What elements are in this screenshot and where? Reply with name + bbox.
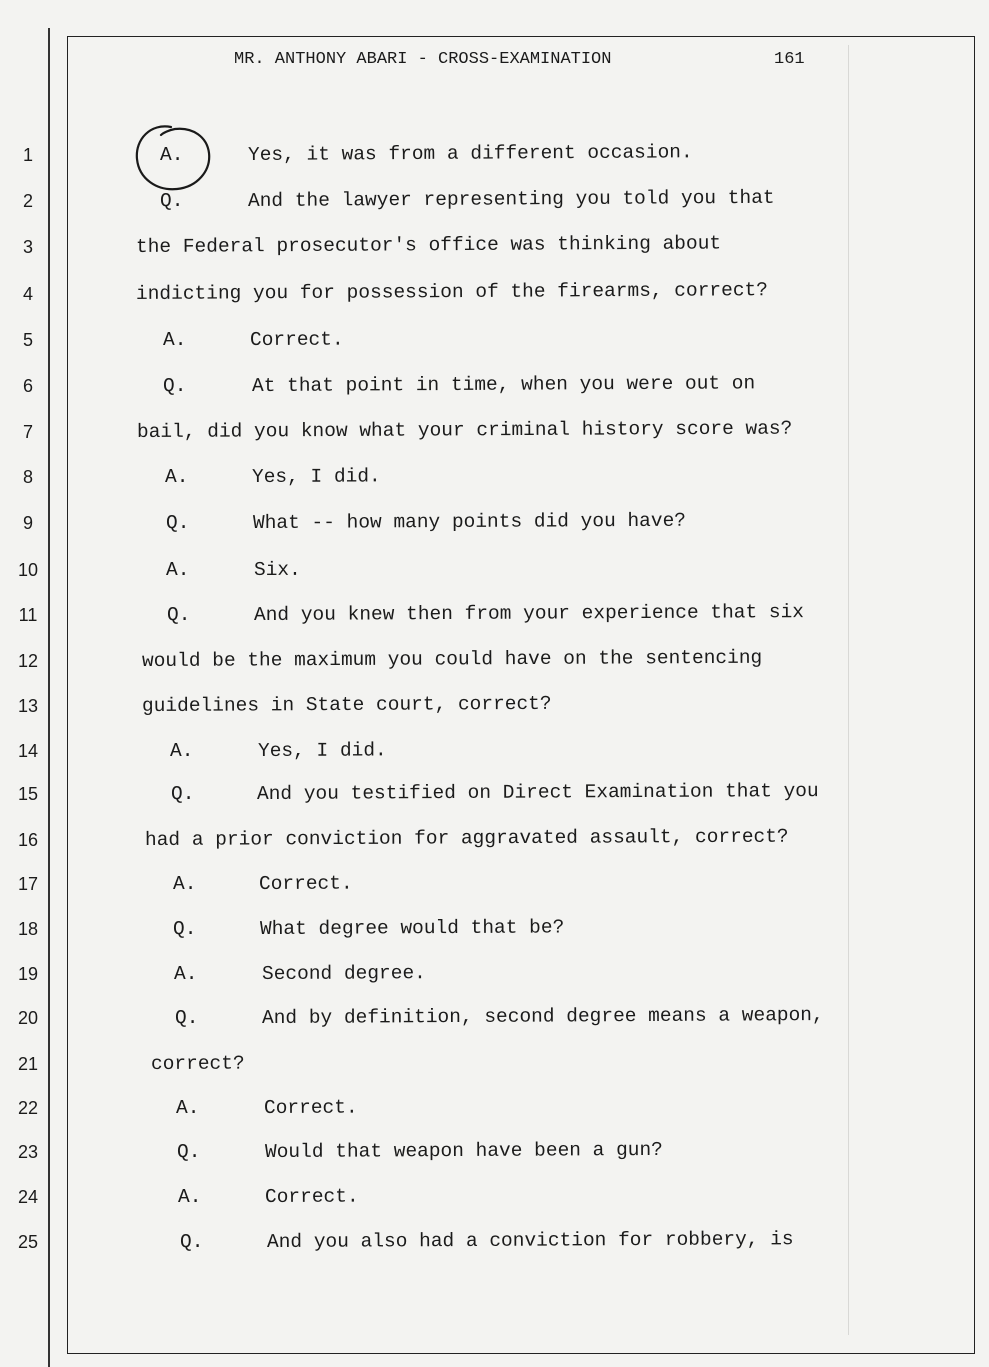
testimony-text: Would that weapon have been a gun? — [264, 1138, 663, 1163]
page-header — [0, 50, 989, 74]
transcript-line — [0, 462, 989, 492]
line-number: 19 — [17, 964, 39, 984]
speaker-label: A. — [176, 1097, 200, 1119]
transcript-line — [0, 691, 989, 721]
testimony-continuation: indicting you for possession of the firearms, correct? — [135, 279, 768, 305]
transcript-line — [0, 186, 989, 216]
transcript-line — [0, 869, 989, 899]
speaker-label: A. — [165, 466, 189, 488]
line-number: 18 — [17, 919, 39, 939]
speaker-label: Q. — [166, 512, 190, 534]
speaker-label: A. — [173, 873, 197, 895]
transcript-line — [0, 140, 989, 170]
testimony-text: Yes, I did. — [251, 465, 381, 488]
testimony-text: Correct. — [249, 328, 344, 351]
line-number: 23 — [17, 1142, 39, 1162]
transcript-line — [0, 1093, 989, 1123]
testimony-continuation: had a prior conviction for aggravated assault, correct? — [144, 825, 789, 851]
testimony-text: Correct. — [258, 872, 353, 895]
line-number: 6 — [22, 376, 33, 396]
line-number: 5 — [22, 330, 33, 350]
testimony-text: At that point in time, when you were out on — [251, 372, 756, 397]
line-number: 24 — [17, 1187, 39, 1207]
transcript-line — [0, 417, 989, 447]
line-number: 22 — [17, 1098, 39, 1118]
page-number: 161 — [774, 50, 805, 69]
testimony-text: And the lawyer representing you told you that — [247, 186, 775, 212]
speaker-label: Q. — [173, 918, 197, 940]
speaker-label: Q. — [180, 1231, 204, 1253]
line-number: 21 — [17, 1054, 39, 1074]
line-number: 10 — [17, 560, 39, 580]
transcript-line — [0, 1137, 989, 1167]
line-number: 11 — [18, 605, 38, 625]
line-number: 4 — [22, 284, 33, 304]
line-number: 12 — [17, 651, 39, 671]
speaker-label: Q. — [160, 190, 184, 212]
line-number: 14 — [17, 741, 39, 761]
transcript-line — [0, 779, 989, 809]
transcript-line — [0, 555, 989, 585]
testimony-text: Correct. — [264, 1185, 359, 1208]
speaker-label: A. — [174, 963, 198, 985]
speaker-label: A. — [178, 1186, 202, 1208]
line-number: 25 — [17, 1232, 39, 1252]
line-number: 8 — [22, 467, 33, 487]
testimony-text: And you knew then from your experience that six — [253, 601, 805, 626]
line-number: 13 — [17, 696, 39, 716]
testimony-text: Yes, it was from a different occasion. — [247, 141, 693, 166]
line-number: 1 — [22, 145, 33, 165]
transcript-line — [0, 914, 989, 944]
testimony-text: Correct. — [263, 1096, 358, 1119]
transcript-line — [0, 600, 989, 630]
speaker-label: A. — [170, 740, 194, 762]
speaker-label: A. — [160, 144, 184, 166]
line-number: 16 — [17, 830, 39, 850]
line-number: 7 — [22, 422, 33, 442]
transcript-line — [0, 1182, 989, 1212]
testimony-text: And you testified on Direct Examination that you — [256, 780, 819, 805]
transcript-line — [0, 646, 989, 676]
transcript-line — [0, 232, 989, 262]
testimony-text: And by definition, second degree means a weapon, — [261, 1004, 824, 1029]
testimony-text: What -- how many points did you have? — [252, 509, 687, 534]
line-number: 3 — [22, 237, 33, 257]
line-number: 9 — [22, 513, 33, 533]
transcript-line — [0, 1003, 989, 1033]
testimony-text: Yes, I did. — [257, 739, 387, 762]
testimony-continuation: the Federal prosecutor's office was thinking about — [135, 232, 722, 258]
speaker-label: Q. — [175, 1007, 199, 1029]
testimony-continuation: guidelines in State court, correct? — [141, 692, 552, 717]
line-number: 2 — [22, 191, 33, 211]
testimony-text: Six. — [253, 558, 301, 581]
testimony-text: What degree would that be? — [259, 916, 565, 940]
speaker-label: Q. — [163, 375, 187, 397]
transcript-line — [0, 959, 989, 989]
testimony-text: And you also had a conviction for robbery, is — [266, 1228, 794, 1253]
testimony-continuation: would be the maximum you could have on the sentencing — [141, 646, 763, 672]
transcript-line — [0, 736, 989, 766]
page-title: MR. ANTHONY ABARI - CROSS-EXAMINATION — [234, 50, 612, 69]
line-number: 15 — [17, 784, 39, 804]
transcript-line — [0, 371, 989, 401]
line-number: 20 — [17, 1008, 39, 1028]
transcript-line — [0, 279, 989, 309]
speaker-label: Q. — [171, 783, 195, 805]
transcript-line — [0, 508, 989, 538]
testimony-continuation: bail, did you know what your criminal history score was? — [136, 417, 793, 443]
testimony-continuation: correct? — [150, 1052, 245, 1075]
speaker-label: A. — [163, 329, 187, 351]
speaker-label: Q. — [177, 1141, 201, 1163]
testimony-text: Second degree. — [261, 962, 426, 985]
line-number: 17 — [17, 874, 39, 894]
speaker-label: Q. — [167, 604, 191, 626]
speaker-label: A. — [166, 559, 190, 581]
transcript-line — [0, 825, 989, 855]
transcript-line — [0, 1049, 989, 1079]
transcript-line — [0, 325, 989, 355]
transcript-line — [0, 1227, 989, 1257]
